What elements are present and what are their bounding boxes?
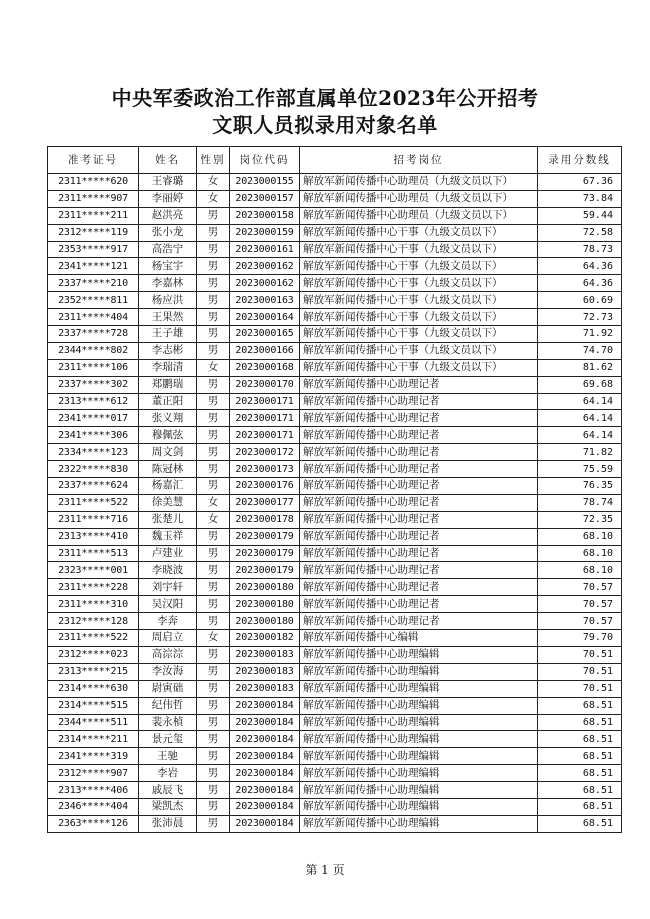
cell-code: 2023000155 [230, 174, 300, 191]
cell-code: 2023000184 [230, 731, 300, 748]
cell-name: 李瑞清 [139, 359, 197, 376]
cell-code: 2023000180 [230, 579, 300, 596]
cell-position: 解放军新闻传播中心助理记者 [300, 545, 538, 562]
cell-position: 解放军新闻传播中心助理记者 [300, 613, 538, 630]
cell-code: 2023000177 [230, 494, 300, 511]
table-row [48, 596, 622, 613]
cell-score: 79.70 [538, 630, 622, 647]
cell-gender: 男 [197, 714, 230, 731]
table-row [48, 613, 622, 630]
cell-id: 2311*****620 [48, 174, 139, 191]
table-row [48, 461, 622, 478]
cell-code: 2023000164 [230, 309, 300, 326]
table-row [48, 376, 622, 393]
cell-name: 卢建业 [139, 545, 197, 562]
cell-score: 68.51 [538, 697, 622, 714]
cell-name: 李奔 [139, 613, 197, 630]
cell-score: 72.73 [538, 309, 622, 326]
cell-name: 李岩 [139, 765, 197, 782]
cell-name: 杨宝宇 [139, 258, 197, 275]
cell-code: 2023000171 [230, 410, 300, 427]
column-header-id: 准考证号 [48, 147, 139, 174]
cell-gender: 男 [197, 562, 230, 579]
cell-gender: 男 [197, 545, 230, 562]
cell-name: 张沛晨 [139, 815, 197, 832]
cell-name: 李晓波 [139, 562, 197, 579]
cell-gender: 男 [197, 461, 230, 478]
cell-gender: 男 [197, 342, 230, 359]
cell-gender: 男 [197, 765, 230, 782]
table-row [48, 174, 622, 191]
cell-gender: 男 [197, 815, 230, 832]
table-row [48, 815, 622, 832]
cell-gender: 男 [197, 427, 230, 444]
cell-code: 2023000171 [230, 393, 300, 410]
table-row [48, 579, 622, 596]
cell-score: 68.51 [538, 815, 622, 832]
cell-position: 解放军新闻传播中心助理记者 [300, 511, 538, 528]
cell-id: 2311*****106 [48, 359, 139, 376]
cell-position: 解放军新闻传播中心编辑 [300, 630, 538, 647]
cell-position: 解放军新闻传播中心助理记者 [300, 376, 538, 393]
cell-id: 2313*****612 [48, 393, 139, 410]
table-row [48, 680, 622, 697]
cell-name: 吴汉阳 [139, 596, 197, 613]
cell-score: 73.84 [538, 190, 622, 207]
table-row [48, 528, 622, 545]
cell-name: 纪伟哲 [139, 697, 197, 714]
cell-code: 2023000184 [230, 782, 300, 799]
cell-position: 解放军新闻传播中心干事（九级文员以下） [300, 326, 538, 343]
cell-gender: 男 [197, 207, 230, 224]
cell-name: 陈冠林 [139, 461, 197, 478]
cell-position: 解放军新闻传播中心助理记者 [300, 596, 538, 613]
cell-position: 解放军新闻传播中心干事（九级文员以下） [300, 359, 538, 376]
table-row [48, 782, 622, 799]
column-header-score: 录用分数线 [538, 147, 622, 174]
cell-id: 2311*****404 [48, 309, 139, 326]
cell-gender: 男 [197, 478, 230, 495]
cell-score: 59.44 [538, 207, 622, 224]
cell-score: 64.14 [538, 427, 622, 444]
cell-id: 2311*****310 [48, 596, 139, 613]
column-header-position: 招考岗位 [300, 147, 538, 174]
cell-id: 2344*****802 [48, 342, 139, 359]
cell-id: 2314*****515 [48, 697, 139, 714]
table-row [48, 393, 622, 410]
cell-score: 68.10 [538, 528, 622, 545]
cell-name: 张义翔 [139, 410, 197, 427]
cell-score: 64.14 [538, 393, 622, 410]
cell-name: 魏玉祥 [139, 528, 197, 545]
cell-position: 解放军新闻传播中心助理记者 [300, 393, 538, 410]
cell-id: 2311*****522 [48, 494, 139, 511]
cell-code: 2023000184 [230, 748, 300, 765]
cell-position: 解放军新闻传播中心助理编辑 [300, 680, 538, 697]
cell-gender: 男 [197, 444, 230, 461]
cell-code: 2023000183 [230, 646, 300, 663]
cell-score: 76.35 [538, 478, 622, 495]
cell-name: 裴永楨 [139, 714, 197, 731]
cell-code: 2023000162 [230, 258, 300, 275]
cell-id: 2314*****211 [48, 731, 139, 748]
cell-position: 解放军新闻传播中心助理记者 [300, 427, 538, 444]
cell-score: 78.73 [538, 241, 622, 258]
cell-position: 解放军新闻传播中心助理员（九级文员以下） [300, 190, 538, 207]
cell-id: 2313*****406 [48, 782, 139, 799]
table-row [48, 292, 622, 309]
table-row [48, 511, 622, 528]
cell-code: 2023000173 [230, 461, 300, 478]
cell-position: 解放军新闻传播中心助理编辑 [300, 646, 538, 663]
table-row [48, 494, 622, 511]
table-row [48, 630, 622, 647]
cell-position: 解放军新闻传播中心助理记者 [300, 410, 538, 427]
cell-code: 2023000179 [230, 545, 300, 562]
table-row [48, 241, 622, 258]
cell-gender: 男 [197, 326, 230, 343]
cell-score: 68.51 [538, 782, 622, 799]
table-row [48, 275, 622, 292]
cell-id: 2344*****511 [48, 714, 139, 731]
cell-id: 2363*****126 [48, 815, 139, 832]
cell-code: 2023000172 [230, 444, 300, 461]
cell-position: 解放军新闻传播中心助理编辑 [300, 765, 538, 782]
cell-name: 李志彬 [139, 342, 197, 359]
cell-name: 高淙淙 [139, 646, 197, 663]
cell-gender: 男 [197, 613, 230, 630]
cell-id: 2311*****522 [48, 630, 139, 647]
cell-gender: 男 [197, 596, 230, 613]
table-row [48, 748, 622, 765]
table-row [48, 731, 622, 748]
cell-code: 2023000179 [230, 528, 300, 545]
cell-code: 2023000170 [230, 376, 300, 393]
cell-position: 解放军新闻传播中心干事（九级文员以下） [300, 241, 538, 258]
cell-code: 2023000162 [230, 275, 300, 292]
cell-position: 解放军新闻传播中心助理编辑 [300, 697, 538, 714]
cell-code: 2023000157 [230, 190, 300, 207]
cell-id: 2341*****306 [48, 427, 139, 444]
cell-code: 2023000178 [230, 511, 300, 528]
cell-score: 70.57 [538, 579, 622, 596]
cell-score: 74.70 [538, 342, 622, 359]
cell-code: 2023000182 [230, 630, 300, 647]
cell-code: 2023000161 [230, 241, 300, 258]
table-row [48, 258, 622, 275]
cell-name: 李汝海 [139, 663, 197, 680]
cell-score: 68.51 [538, 731, 622, 748]
cell-gender: 男 [197, 697, 230, 714]
cell-score: 64.36 [538, 275, 622, 292]
table-row [48, 562, 622, 579]
cell-name: 杨应洪 [139, 292, 197, 309]
cell-position: 解放军新闻传播中心助理记者 [300, 494, 538, 511]
cell-gender: 女 [197, 174, 230, 191]
cell-name: 刘宇轩 [139, 579, 197, 596]
cell-score: 75.59 [538, 461, 622, 478]
table-row [48, 224, 622, 241]
table-row [48, 478, 622, 495]
cell-id: 2311*****228 [48, 579, 139, 596]
cell-gender: 男 [197, 393, 230, 410]
cell-score: 64.36 [538, 258, 622, 275]
cell-name: 杨嘉汇 [139, 478, 197, 495]
cell-gender: 男 [197, 731, 230, 748]
cell-id: 2341*****017 [48, 410, 139, 427]
cell-code: 2023000180 [230, 596, 300, 613]
cell-code: 2023000159 [230, 224, 300, 241]
cell-gender: 男 [197, 680, 230, 697]
table-row [48, 765, 622, 782]
cell-position: 解放军新闻传播中心助理编辑 [300, 815, 538, 832]
cell-id: 2341*****319 [48, 748, 139, 765]
cell-score: 70.57 [538, 613, 622, 630]
document-title-line2: 文职人员拟录用对象名单 [212, 113, 438, 137]
cell-id: 2313*****215 [48, 663, 139, 680]
cell-position: 解放军新闻传播中心干事（九级文员以下） [300, 224, 538, 241]
table-row [48, 545, 622, 562]
cell-id: 2337*****302 [48, 376, 139, 393]
cell-gender: 男 [197, 224, 230, 241]
cell-gender: 男 [197, 275, 230, 292]
cell-name: 董正阳 [139, 393, 197, 410]
table-header-row [48, 147, 622, 174]
cell-code: 2023000183 [230, 663, 300, 680]
cell-position: 解放军新闻传播中心干事（九级文员以下） [300, 309, 538, 326]
cell-name: 王子雄 [139, 326, 197, 343]
cell-position: 解放军新闻传播中心干事（九级文员以下） [300, 292, 538, 309]
cell-position: 解放军新闻传播中心干事（九级文员以下） [300, 342, 538, 359]
cell-position: 解放军新闻传播中心助理编辑 [300, 782, 538, 799]
cell-name: 穆佩弦 [139, 427, 197, 444]
cell-name: 戚辰飞 [139, 782, 197, 799]
cell-id: 2353*****917 [48, 241, 139, 258]
table-row [48, 410, 622, 427]
cell-score: 81.62 [538, 359, 622, 376]
table-row [48, 427, 622, 444]
cell-code: 2023000184 [230, 798, 300, 815]
cell-name: 张小龙 [139, 224, 197, 241]
cell-position: 解放军新闻传播中心助理记者 [300, 562, 538, 579]
cell-score: 70.57 [538, 596, 622, 613]
document-title-line1: 中央军委政治工作部直属单位2023年公开招考 [111, 86, 539, 110]
column-header-code: 岗位代码 [230, 147, 300, 174]
cell-gender: 女 [197, 359, 230, 376]
cell-gender: 男 [197, 241, 230, 258]
cell-gender: 男 [197, 528, 230, 545]
cell-code: 2023000180 [230, 613, 300, 630]
cell-id: 2311*****211 [48, 207, 139, 224]
cell-code: 2023000184 [230, 714, 300, 731]
cell-score: 72.58 [538, 224, 622, 241]
cell-name: 梁凯杰 [139, 798, 197, 815]
cell-position: 解放军新闻传播中心助理编辑 [300, 731, 538, 748]
cell-id: 2322*****830 [48, 461, 139, 478]
cell-id: 2352*****811 [48, 292, 139, 309]
cell-id: 2311*****513 [48, 545, 139, 562]
cell-position: 解放军新闻传播中心干事（九级文员以下） [300, 275, 538, 292]
table-row [48, 714, 622, 731]
cell-position: 解放军新闻传播中心助理编辑 [300, 663, 538, 680]
cell-position: 解放军新闻传播中心助理编辑 [300, 748, 538, 765]
cell-position: 解放军新闻传播中心助理员（九级文员以下） [300, 174, 538, 191]
table-row [48, 359, 622, 376]
cell-score: 64.14 [538, 410, 622, 427]
cell-score: 78.74 [538, 494, 622, 511]
cell-id: 2346*****404 [48, 798, 139, 815]
cell-gender: 男 [197, 309, 230, 326]
cell-id: 2337*****624 [48, 478, 139, 495]
cell-code: 2023000179 [230, 562, 300, 579]
cell-gender: 男 [197, 748, 230, 765]
cell-position: 解放军新闻传播中心助理员（九级文员以下） [300, 207, 538, 224]
cell-score: 71.92 [538, 326, 622, 343]
cell-id: 2314*****630 [48, 680, 139, 697]
cell-gender: 男 [197, 258, 230, 275]
cell-gender: 男 [197, 376, 230, 393]
cell-gender: 男 [197, 782, 230, 799]
table-row [48, 326, 622, 343]
table-row [48, 190, 622, 207]
cell-gender: 男 [197, 292, 230, 309]
cell-name: 张楚儿 [139, 511, 197, 528]
cell-name: 徐美慧 [139, 494, 197, 511]
cell-code: 2023000184 [230, 697, 300, 714]
cell-score: 68.51 [538, 714, 622, 731]
cell-score: 70.51 [538, 680, 622, 697]
cell-id: 2341*****121 [48, 258, 139, 275]
cell-name: 赵洪亮 [139, 207, 197, 224]
cell-gender: 男 [197, 579, 230, 596]
cell-id: 2334*****123 [48, 444, 139, 461]
cell-score: 68.10 [538, 562, 622, 579]
cell-code: 2023000166 [230, 342, 300, 359]
cell-code: 2023000171 [230, 427, 300, 444]
cell-gender: 女 [197, 630, 230, 647]
cell-score: 68.51 [538, 748, 622, 765]
cell-name: 王睿璐 [139, 174, 197, 191]
cell-gender: 男 [197, 410, 230, 427]
table-row [48, 309, 622, 326]
table-row [48, 697, 622, 714]
cell-name: 周文剑 [139, 444, 197, 461]
cell-id: 2312*****128 [48, 613, 139, 630]
cell-code: 2023000176 [230, 478, 300, 495]
cell-id: 2337*****728 [48, 326, 139, 343]
cell-gender: 男 [197, 663, 230, 680]
cell-name: 王驰 [139, 748, 197, 765]
cell-score: 68.10 [538, 545, 622, 562]
cell-score: 69.68 [538, 376, 622, 393]
cell-id: 2312*****023 [48, 646, 139, 663]
cell-position: 解放军新闻传播中心干事（九级文员以下） [300, 258, 538, 275]
cell-id: 2337*****210 [48, 275, 139, 292]
column-header-name: 姓名 [139, 147, 197, 174]
cell-code: 2023000184 [230, 765, 300, 782]
cell-position: 解放军新闻传播中心助理记者 [300, 528, 538, 545]
cell-name: 尉寅础 [139, 680, 197, 697]
cell-name: 李丽婷 [139, 190, 197, 207]
cell-name: 周启立 [139, 630, 197, 647]
cell-score: 71.82 [538, 444, 622, 461]
cell-position: 解放军新闻传播中心助理编辑 [300, 798, 538, 815]
cell-gender: 女 [197, 190, 230, 207]
table-row [48, 444, 622, 461]
cell-name: 景元玺 [139, 731, 197, 748]
cell-score: 70.51 [538, 646, 622, 663]
cell-name: 郑鹏瑞 [139, 376, 197, 393]
cell-id: 2323*****001 [48, 562, 139, 579]
cell-code: 2023000184 [230, 815, 300, 832]
cell-code: 2023000158 [230, 207, 300, 224]
cell-id: 2312*****119 [48, 224, 139, 241]
cell-name: 高浩宁 [139, 241, 197, 258]
cell-id: 2311*****907 [48, 190, 139, 207]
cell-position: 解放军新闻传播中心助理记者 [300, 579, 538, 596]
cell-gender: 女 [197, 494, 230, 511]
cell-name: 王果然 [139, 309, 197, 326]
cell-code: 2023000183 [230, 680, 300, 697]
table-row [48, 342, 622, 359]
cell-score: 68.51 [538, 765, 622, 782]
cell-position: 解放军新闻传播中心助理记者 [300, 478, 538, 495]
cell-score: 60.69 [538, 292, 622, 309]
admission-table [47, 146, 622, 833]
cell-score: 72.35 [538, 511, 622, 528]
table-row [48, 207, 622, 224]
cell-position: 解放军新闻传播中心助理记者 [300, 444, 538, 461]
cell-code: 2023000168 [230, 359, 300, 376]
cell-gender: 男 [197, 798, 230, 815]
column-header-gender: 性别 [197, 147, 230, 174]
cell-score: 67.36 [538, 174, 622, 191]
cell-name: 李嘉林 [139, 275, 197, 292]
table-row [48, 663, 622, 680]
cell-id: 2311*****716 [48, 511, 139, 528]
cell-id: 2312*****907 [48, 765, 139, 782]
table-row [48, 646, 622, 663]
cell-gender: 男 [197, 646, 230, 663]
cell-score: 70.51 [538, 663, 622, 680]
cell-position: 解放军新闻传播中心助理记者 [300, 461, 538, 478]
page-number: 第 1 页 [305, 863, 345, 877]
cell-code: 2023000163 [230, 292, 300, 309]
table-row [48, 798, 622, 815]
cell-score: 68.51 [538, 798, 622, 815]
cell-id: 2313*****410 [48, 528, 139, 545]
cell-code: 2023000165 [230, 326, 300, 343]
cell-position: 解放军新闻传播中心助理编辑 [300, 714, 538, 731]
cell-gender: 女 [197, 511, 230, 528]
